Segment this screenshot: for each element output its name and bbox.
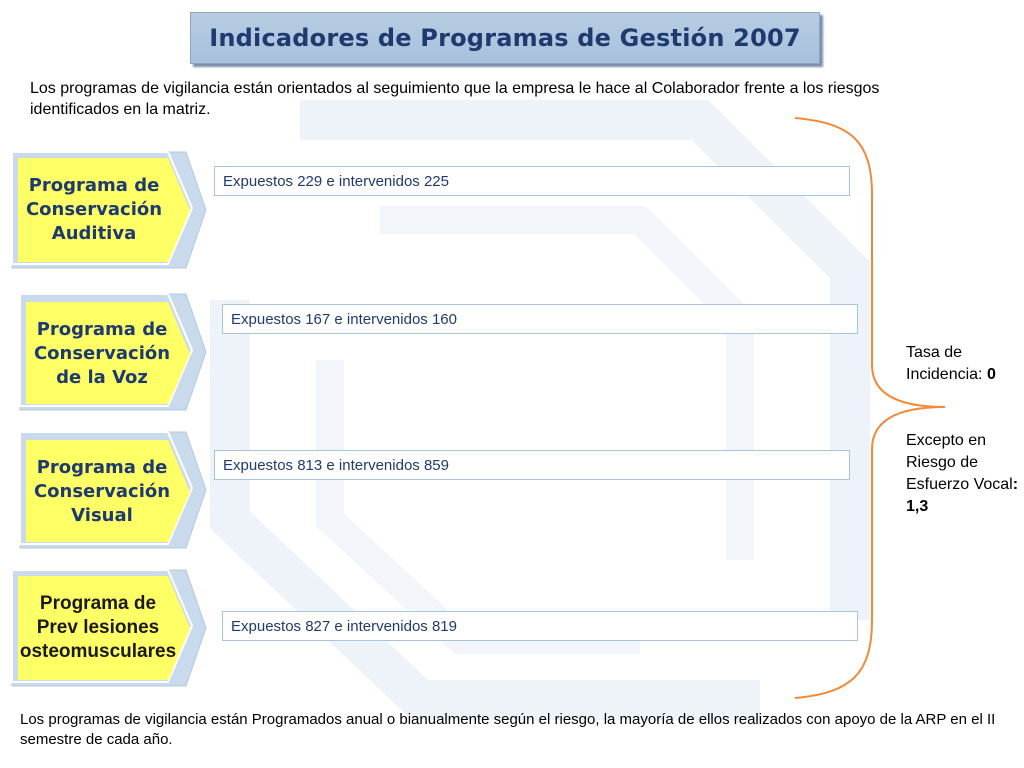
program-osteomusculares <box>10 568 210 693</box>
stat-text: Expuestos 229 e intervenidos 225 <box>223 172 449 190</box>
curly-brace <box>790 115 950 705</box>
stat-box-osteomusculares <box>222 611 858 641</box>
footer-text: Los programas de vigilancia están Programados anual o bianualmente según el riesgo, la mayoría de ellos realizados con apoyo de la ARP en el II semestre de cada año. <box>20 711 996 748</box>
program-label: Programa de Conservación Visual <box>33 457 171 526</box>
stat-box-voz <box>222 304 858 334</box>
title-banner <box>190 12 820 64</box>
excepto-label: Excepto en Riesgo de Esfuerzo Vocal <box>906 432 1013 493</box>
program-label: Programa de Conservación Auditiva <box>25 175 163 244</box>
program-auditiva <box>10 150 210 275</box>
program-label: Programa de Conservación de la Voz <box>33 319 171 388</box>
excepto-value: : 1,3 <box>906 476 1019 515</box>
tasa-value: 0 <box>986 366 996 383</box>
program-voz <box>18 292 218 417</box>
stat-text: Expuestos 827 e intervenidos 819 <box>231 617 457 635</box>
program-visual <box>18 430 218 555</box>
tasa-incidencia <box>906 342 1024 386</box>
stat-box-auditiva <box>214 166 850 196</box>
stat-text: Expuestos 167 e intervenidos 160 <box>231 310 457 328</box>
stat-box-visual <box>214 450 850 480</box>
tasa-label: Tasa de Incidencia: <box>906 344 987 383</box>
program-label: Programa de Prev lesiones osteomusculares <box>19 593 177 662</box>
excepto-vocal <box>906 430 1024 518</box>
page-title: Indicadores de Programas de Gestión 2007 <box>209 24 801 52</box>
stat-text: Expuestos 813 e intervenidos 859 <box>223 456 449 474</box>
intro-text: Los programas de vigilancia están orientados al seguimiento que la empresa le hace al Colaborador frente a los riesgos identificados en la matriz. <box>30 80 880 118</box>
